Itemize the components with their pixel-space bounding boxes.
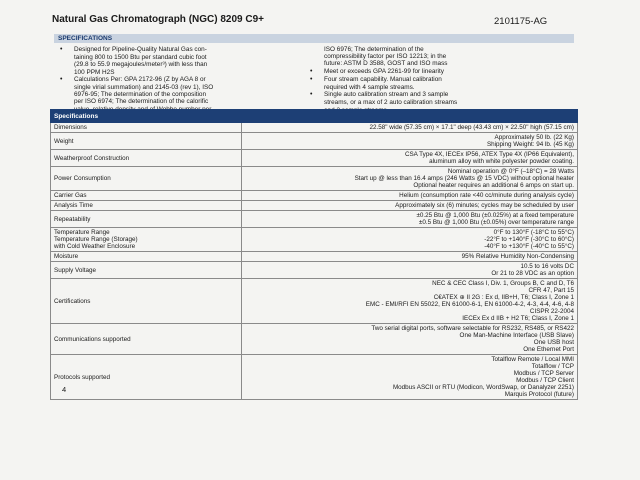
table-row [51,123,578,133]
row-value-line: One Ethernet Port [523,346,574,353]
table-row [51,228,578,252]
bullet-icon: • [310,91,313,99]
row-value [242,191,578,201]
row-value-line: Modbus ASCII or RTU (Modicon, WordSwap, or Danalyzer 2251) [392,384,574,391]
row-value-line: -40°F to +130°F (-40°C to 55°C) [484,243,574,250]
bullet-continuation [60,61,300,68]
bullet-text: ISO 6976; The determination of the [324,46,424,53]
bullet-text: compressibility factor per ISO 12213; in the [324,53,447,61]
row-value-line: Marquis Protocol (future) [504,391,574,398]
table-row [51,191,578,201]
row-value-line: Two serial digital ports, software selectable for RS232, RS485, or RS422 [371,325,574,332]
row-value-line: CFR 47, Part 15 [528,287,574,294]
bullet-item [310,68,572,75]
row-value [242,133,578,150]
row-value [242,123,578,133]
row-label [51,355,242,400]
row-label [51,133,242,150]
row-value-line: -22°F to +140°F (-30°C to 60°C) [484,236,574,243]
table-row [51,262,578,279]
row-label-line: Certifications [54,297,91,305]
row-label [51,191,242,201]
bullet-text: Meet or exceeds GPA 2261-99 for linearity [324,67,444,75]
row-label-line: Power Consumption [54,175,111,182]
row-value-line: Approximately 50 lb. (22 Kg) [494,134,574,141]
table-row [51,201,578,211]
row-value-line: Modbus / TCP Client [516,377,574,384]
row-label-line: Communications supported [54,335,131,343]
row-value-line: ±0.5 Btu @ 1,000 Btu (±0.05%) over temperature range [418,219,574,226]
table-heading: Specifications [51,110,578,123]
bullet-continuation [60,84,300,91]
specifications-left-column [60,46,300,113]
row-label-line: Carrier Gas [54,192,87,199]
row-value-line: Totalflow / TCP [531,363,574,370]
row-label-line: Moisture [54,253,79,260]
row-value [242,324,578,355]
row-value-line: Helium (consumption rate <40 cc/minute during analysis cycle) [399,192,574,199]
row-label [51,262,242,279]
bullet-text: 100 PPM H2S [74,68,115,76]
row-value-line: 22.58" wide (57.35 cm) × 17.1" deep (43.43 cm) × 22.50" high (57.15 cm) [369,124,574,131]
table-row [51,252,578,262]
bullet-continuation [60,54,300,61]
specifications-right-column [310,46,572,114]
page-number: 4 [62,385,67,394]
row-value-line: IECEx Ex d IIB + H2 T6; Class I, Zone 1 [462,315,574,322]
bullet-continuation [310,99,572,106]
row-label [51,252,242,262]
bullet-text: future: ASTM D 3588, GOST and ISO mass [324,60,448,68]
bullet-continuation [60,91,300,98]
row-value-line: Nominal operation @ 0°F (–18°C) = 28 Watts [447,168,574,175]
row-label [51,150,242,167]
row-value-line: Or 21 to 28 VDC as an option [491,270,574,277]
row-value [242,279,578,324]
document-title: Natural Gas Chromatograph (NGC) 8209 C9+ [52,14,264,25]
row-label [51,167,242,191]
row-value-line: 10.5 to 16 volts DC [520,263,574,270]
bullet-continuation [310,46,572,53]
bullet-text: required with 4 sample streams. [324,84,415,92]
bullet-icon: • [310,67,313,75]
row-label-line: Temperature Range [54,229,110,236]
row-value-line: 0°F to 130°F (-18°C to 55°C) [493,229,574,236]
bullet-text: 6976-95; The determination of the composition [74,91,207,99]
table-row [51,167,578,191]
row-value-line: C€ATEX ⊕ II 2G : Ex d, IIB+H, T6; Class I, Zone 1 [433,294,574,301]
table-row [51,324,578,355]
row-value-line: ±0.25 Btu @ 1,000 Btu (±0.025%) at a fixed temperature [416,212,574,219]
row-label [51,324,242,355]
bullet-text: Designed for Pipeline-Quality Natural Gas con- [74,46,207,53]
section-heading [54,34,574,43]
row-value [242,252,578,262]
row-value-line: Modbus / TCP Server [513,370,574,377]
row-value [242,228,578,252]
row-value-line: Shipping Weight: 94 lb. (45 Kg) [486,141,574,148]
row-label-line: Supply Voltage [54,266,97,274]
row-value-line: One USB host [533,339,574,346]
row-label-line: Weatherproof Construction [54,154,130,162]
table-row [51,133,578,150]
bullet-icon: • [60,46,63,53]
section-heading-label: SPECIFICATIONS [58,35,113,42]
row-value-line: Optional heater requires an additional 6 amps on start up. [413,182,574,189]
row-label [51,279,242,324]
bullet-text: streams, or a max of 2 auto calibration streams [324,99,458,107]
row-value-line: 95% Relative Humidity Non-Condensing [461,253,574,260]
row-label-line: Repeatability [54,215,91,223]
row-label [51,123,242,133]
bullet-icon: • [60,75,63,83]
bullet-text: Calculations Per: GPA 2172-96 (Z by AGA 8 or [74,75,206,83]
row-value-line: EMC - EMI/RFI EN 55022, EN 61000-6-1, EN 61000-4-2, 4-3, 4-4, 4-6, 4-8 [365,301,574,308]
bullet-text: per ISO 6974; The determination of the calorific [74,98,209,106]
table-row [51,279,578,324]
table-row [51,211,578,228]
row-label-line: Temperature Range (Storage) [54,236,138,243]
document-id: 2101175-AG [494,16,548,27]
bullet-text: Four stream capability. Manual calibration [324,75,442,83]
row-value-line: Approximately six (6) minutes; cycles may be scheduled by user [395,202,574,209]
row-value [242,167,578,191]
row-label-line: Dimensions [54,124,87,131]
row-label [51,211,242,228]
bullet-continuation [310,53,572,60]
row-value-line: aluminum alloy with white polyester powder coating. [429,158,574,165]
row-value-line: CISPR 22-2004 [529,308,574,315]
bullet-continuation [310,84,572,91]
row-label [51,228,242,252]
bullet-continuation [310,60,572,67]
row-value [242,355,578,400]
bullet-text: Single auto calibration stream and 3 sample [324,91,449,99]
row-value [242,150,578,167]
bullet-item [310,76,572,83]
table-row [51,355,578,400]
table-header-row [51,110,578,123]
bullet-item [310,91,572,98]
bullet-text: (29.8 to 55.9 megajoules/meter³) with less than [74,61,208,69]
row-label-line: Protocols supported [54,373,111,381]
bullet-item [60,76,300,83]
row-value-line: Totalflow Remote / Local MMI [491,356,574,363]
row-label-line: with Cold Weather Enclosure [54,243,136,250]
row-value [242,211,578,228]
row-value [242,201,578,211]
row-label-line: Analysis Time [54,202,93,209]
row-label [51,201,242,211]
row-value-line: Start up @ less than 16.4 amps (246 Watts @ 15 VDC) without optional heater [354,175,574,182]
row-value-line: NEC & CEC Class I, Div. 1, Groups B, C and D, T6 [432,280,574,287]
bullet-continuation [60,98,300,105]
table-row [51,150,578,167]
row-value-line: CSA Type 4X, IECEx IP56, ATEX Type 4X (IP66 Equivalent), [404,151,574,158]
row-label-line: Weight [54,137,74,145]
row-value-line: One Man-Machine Interface (USB Slave) [459,332,574,339]
bullet-continuation [60,69,300,76]
specifications-table [50,109,578,400]
bullet-text: taining 800 to 1500 Btu per standard cubic foot [74,54,207,62]
bullet-icon: • [310,75,313,83]
row-value [242,262,578,279]
bullet-item [60,46,300,53]
bullet-text: single virial summation) and 2145-03 (rev 1), ISO [74,84,214,92]
